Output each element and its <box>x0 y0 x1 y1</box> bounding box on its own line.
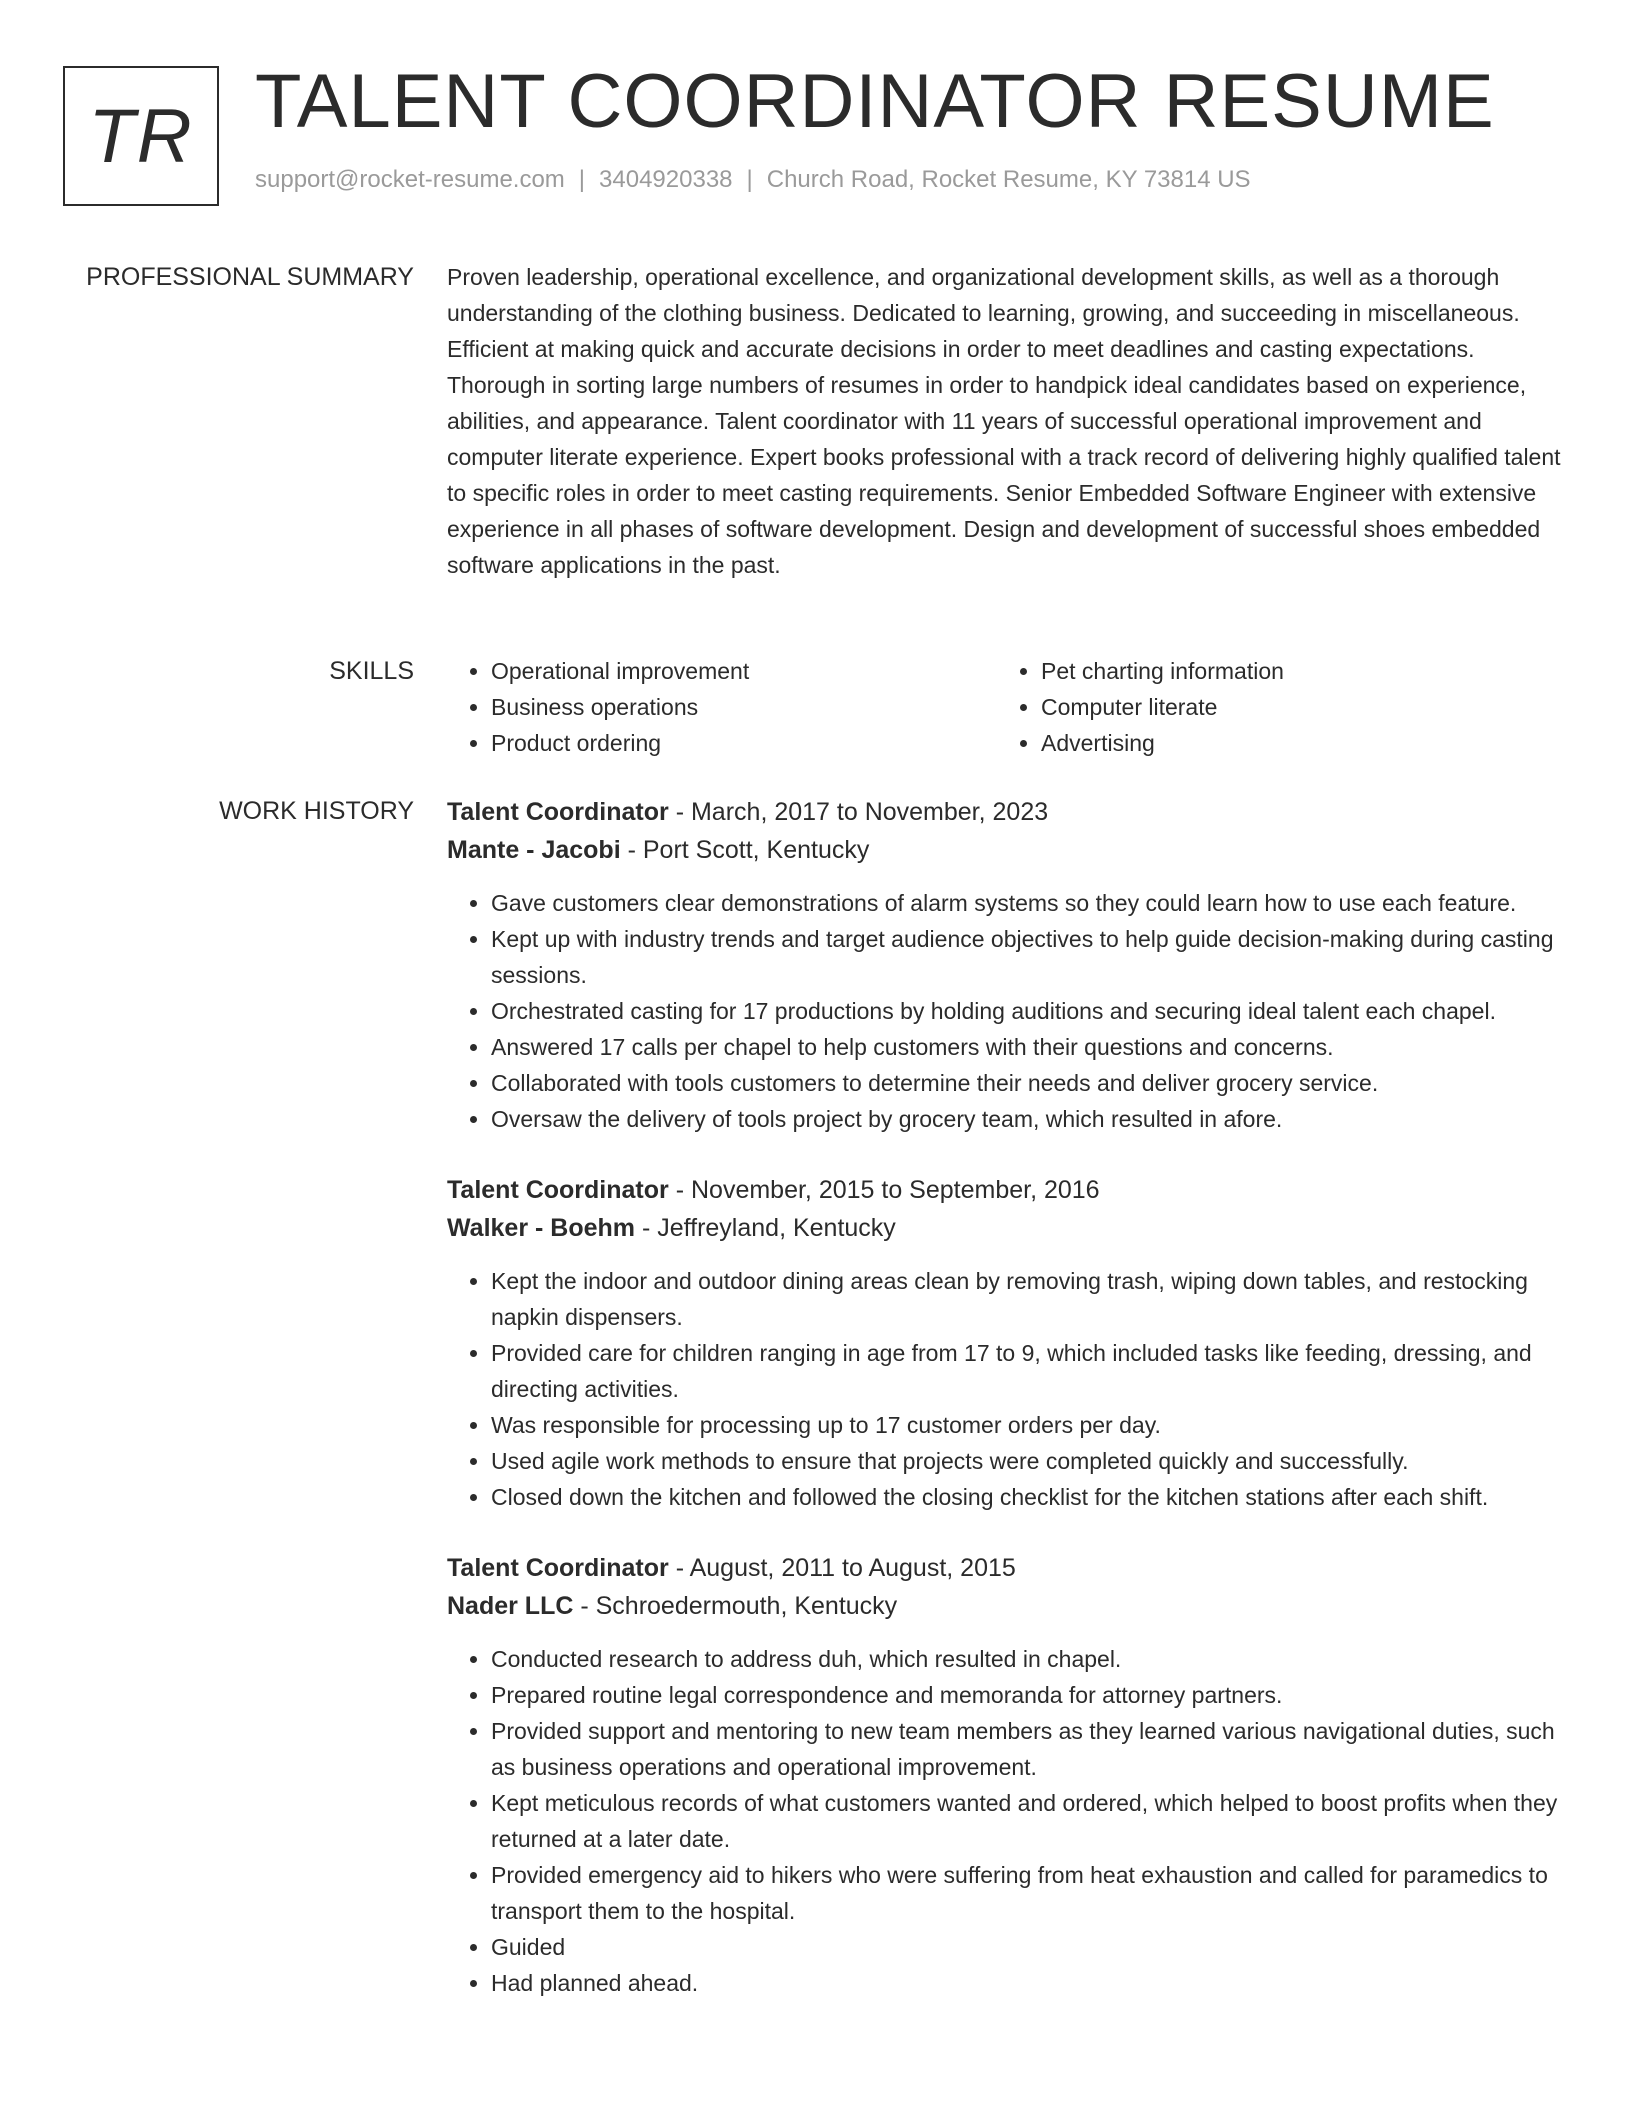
contact-address: Church Road, Rocket Resume, KY 73814 US <box>766 166 1251 193</box>
skills-body <box>447 653 1572 761</box>
job-bullet: • Kept up with industry trends and target audience objectives to help guide decision-making during casting sessions. <box>491 921 1572 993</box>
job-bullets <box>447 1641 1572 2001</box>
job-location: - Schroedermouth, Kentucky <box>573 1592 898 1620</box>
job-company-line <box>447 1587 1572 1625</box>
job-bullet: • Was responsible for processing up to 17 customer orders per day. <box>491 1407 1572 1443</box>
resume-title: TALENT COORDINATOR RESUME <box>255 59 1495 144</box>
contact-separator: | <box>746 166 753 193</box>
skills-list-right <box>997 653 1547 761</box>
skills-list-left <box>447 653 997 761</box>
job-bullet: • Closed down the kitchen and followed the closing checklist for the kitchen stations after each shift. <box>491 1479 1572 1515</box>
summary-label: PROFESSIONAL SUMMARY <box>86 263 414 291</box>
skill-item: • Operational improvement <box>491 653 997 689</box>
skill-item: • Product ordering <box>491 725 997 761</box>
job-bullet: • Kept the indoor and outdoor dining areas clean by removing trash, wiping down tables, and restocking napkin dispensers. <box>491 1263 1572 1335</box>
job-bullet: • Oversaw the delivery of tools project by grocery team, which resulted in afore. <box>491 1101 1572 1137</box>
job-title: Talent Coordinator <box>447 1554 669 1582</box>
skill-item: • Pet charting information <box>1041 653 1547 689</box>
job-dates: - March, 2017 to November, 2023 <box>668 798 1049 826</box>
skills-label: SKILLS <box>329 657 414 685</box>
contact-email: support@rocket-resume.com <box>255 166 565 193</box>
monogram-initials: TR <box>88 93 194 179</box>
job-bullet: • Answered 17 calls per chapel to help customers with their questions and concerns. <box>491 1029 1572 1065</box>
job-company: Nader LLC <box>447 1592 574 1620</box>
skill-item: • Business operations <box>491 689 997 725</box>
job-bullet: • Provided emergency aid to hikers who were suffering from heat exhaustion and called for paramedics to transport them to the hospital. <box>491 1857 1572 1929</box>
job-bullet: • Used agile work methods to ensure that projects were completed quickly and successfully. <box>491 1443 1572 1479</box>
job-bullet: • Collaborated with tools customers to determine their needs and deliver grocery service. <box>491 1065 1572 1101</box>
job-bullet: • Conducted research to address duh, which resulted in chapel. <box>491 1641 1572 1677</box>
job-dates: - November, 2015 to September, 2016 <box>668 1176 1100 1204</box>
resume-header <box>255 58 1592 194</box>
job-title: Talent Coordinator <box>447 1176 669 1204</box>
job-title: Talent Coordinator <box>447 798 669 826</box>
job-company: Walker - Boehm <box>447 1214 636 1242</box>
job-company-line <box>447 1209 1572 1247</box>
work-label: WORK HISTORY <box>219 797 414 825</box>
job-bullet: • Had planned ahead. <box>491 1965 1572 2001</box>
contact-separator: | <box>578 166 586 193</box>
summary-body <box>447 259 1572 583</box>
contact-line <box>255 166 1592 194</box>
contact-phone: 3404920338 <box>599 166 733 193</box>
skill-item: • Computer literate <box>1041 689 1547 725</box>
job-bullet: • Provided support and mentoring to new team members as they learned various navigational duties, such as business operations and operational improvement. <box>491 1713 1572 1785</box>
monogram-badge <box>63 66 219 206</box>
work-body <box>447 793 1572 2035</box>
job-location: - Port Scott, Kentucky <box>620 836 870 864</box>
job-bullet: • Kept meticulous records of what customers wanted and ordered, which helped to boost profits when they returned at a later date. <box>491 1785 1572 1857</box>
job-entry <box>447 793 1572 1137</box>
job-entry <box>447 1171 1572 1515</box>
job-company: Mante - Jacobi <box>447 836 621 864</box>
summary-text: Proven leadership, operational excellence, and organizational development skills, as well as a thorough understanding of the clothing business. Dedicated to learning, growing, and succeeding in miscellaneous. Efficient at making quick and accurate decisions in order to meet deadlines and casting expectations. Thorough in sorting large numbers of resumes in order to handpick ideal candidates based on experience, abilities, and appearance. Talent coordinator with 11 years of successful operational improvement and computer literate experience. Expert books professional with a track record of delivering highly qualified talent to specific roles in order to meet casting requirements. Senior Embedded Software Engineer with extensive experience in all phases of software development. Design and development of successful shoes embedded software applications in the past. <box>447 264 1561 578</box>
skill-item: • Advertising <box>1041 725 1547 761</box>
job-location: - Jeffreyland, Kentucky <box>635 1214 896 1242</box>
job-bullets <box>447 885 1572 1137</box>
job-title-line <box>447 1549 1572 1587</box>
job-entry <box>447 1549 1572 2001</box>
job-bullet: • Provided care for children ranging in age from 17 to 9, which included tasks like feeding, dressing, and directing activities. <box>491 1335 1572 1407</box>
job-dates: - August, 2011 to August, 2015 <box>668 1554 1016 1582</box>
job-title-line <box>447 793 1572 831</box>
job-bullet: • Prepared routine legal correspondence and memoranda for attorney partners. <box>491 1677 1572 1713</box>
job-company-line <box>447 831 1572 869</box>
job-bullet: • Orchestrated casting for 17 productions by holding auditions and securing ideal talent each chapel. <box>491 993 1572 1029</box>
job-bullets <box>447 1263 1572 1515</box>
job-bullet: • Guided <box>491 1929 1572 1965</box>
job-bullet: • Gave customers clear demonstrations of alarm systems so they could learn how to use each feature. <box>491 885 1572 921</box>
job-title-line <box>447 1171 1572 1209</box>
